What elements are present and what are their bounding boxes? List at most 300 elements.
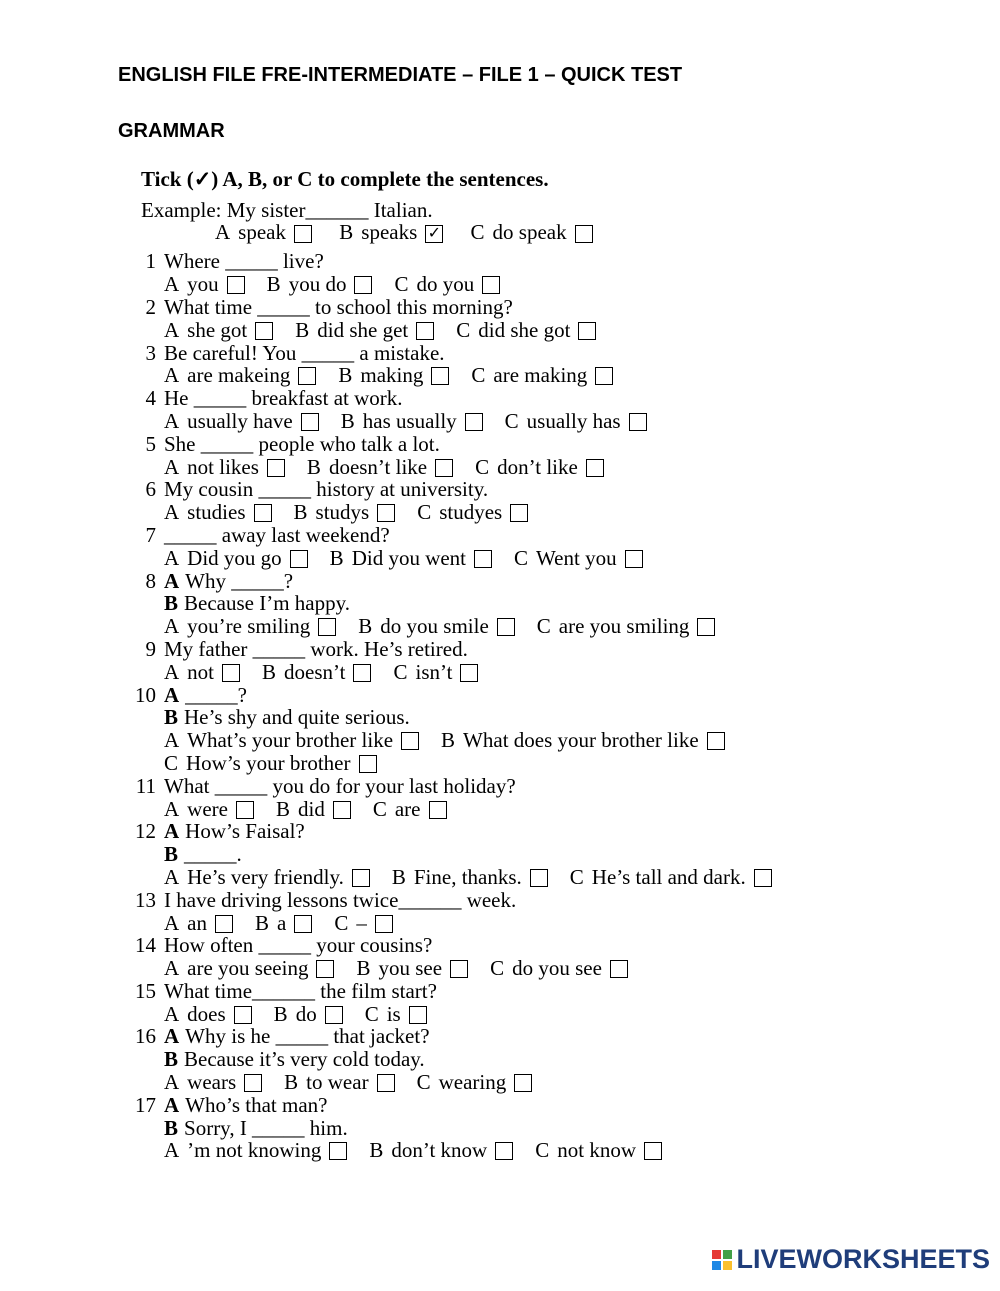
option-text: are bbox=[394, 796, 421, 821]
option-c[interactable] bbox=[417, 501, 528, 523]
option-letter: A bbox=[164, 659, 180, 684]
option-c[interactable] bbox=[373, 798, 447, 820]
option-letter: A bbox=[164, 545, 180, 570]
checkbox[interactable] bbox=[353, 664, 371, 682]
option-text: What’s your brother like bbox=[187, 728, 394, 753]
question-line bbox=[128, 478, 988, 501]
section-heading: GRAMMAR bbox=[118, 120, 225, 142]
option-text: were bbox=[187, 796, 228, 821]
checkbox[interactable] bbox=[244, 1074, 262, 1092]
question-text: Because it’s very cold today. bbox=[184, 1047, 425, 1072]
option-text: – bbox=[356, 910, 367, 935]
option-letter: B bbox=[358, 614, 373, 639]
option-text: speaks bbox=[361, 220, 418, 244]
checkbox[interactable] bbox=[377, 504, 395, 522]
question-text: How often _____ your cousins? bbox=[164, 933, 433, 958]
option-b[interactable] bbox=[267, 273, 373, 295]
option-letter: C bbox=[490, 956, 505, 981]
checkbox[interactable] bbox=[333, 801, 351, 819]
option-text: did she get bbox=[317, 317, 409, 342]
checkbox[interactable] bbox=[354, 276, 372, 294]
options-row bbox=[128, 455, 988, 478]
option-c[interactable] bbox=[393, 661, 478, 683]
checkbox[interactable] bbox=[610, 960, 628, 978]
question-7 bbox=[128, 524, 988, 570]
question-text: Sorry, I _____ him. bbox=[184, 1115, 348, 1140]
question-text: He _____ breakfast at work. bbox=[164, 386, 403, 411]
option-text: studys bbox=[315, 500, 370, 525]
liveworksheets-logo bbox=[712, 1244, 990, 1275]
question-line bbox=[128, 843, 988, 866]
option-a[interactable] bbox=[164, 456, 285, 478]
option-text: are makeing bbox=[187, 363, 291, 388]
checkbox[interactable] bbox=[298, 367, 316, 385]
question-number: 7 bbox=[145, 522, 156, 547]
checkbox[interactable] bbox=[707, 732, 725, 750]
options-row bbox=[128, 797, 988, 820]
option-b[interactable] bbox=[274, 1003, 343, 1025]
options-row bbox=[128, 501, 988, 524]
options-row bbox=[128, 1002, 988, 1025]
option-text: do speak bbox=[492, 220, 567, 244]
option-a[interactable] bbox=[164, 1003, 252, 1025]
example-prompt: Example: My sister______ Italian. bbox=[141, 198, 433, 222]
example-option-a[interactable] bbox=[215, 220, 312, 245]
option-text: are making bbox=[493, 363, 588, 388]
option-letter: C bbox=[416, 1070, 431, 1095]
option-letter: C bbox=[394, 272, 409, 297]
question-14 bbox=[128, 934, 988, 980]
question-text: Why _____? bbox=[185, 568, 294, 593]
checkbox[interactable] bbox=[530, 869, 548, 887]
option-letter: A bbox=[164, 1070, 180, 1095]
checkbox[interactable] bbox=[377, 1074, 395, 1092]
example-option-c[interactable] bbox=[471, 220, 593, 245]
option-text: studyes bbox=[439, 500, 503, 525]
question-text: _____. bbox=[184, 842, 242, 867]
checkbox[interactable] bbox=[227, 276, 245, 294]
checkbox[interactable] bbox=[416, 322, 434, 340]
question-number: 2 bbox=[145, 294, 156, 319]
question-number: 1 bbox=[145, 249, 156, 274]
logo-text: LIVEWORKSHEETS bbox=[736, 1244, 990, 1274]
option-a[interactable] bbox=[164, 364, 316, 386]
question-line bbox=[128, 820, 988, 843]
checkbox[interactable] bbox=[236, 801, 254, 819]
checkbox[interactable] bbox=[254, 504, 272, 522]
checkbox[interactable] bbox=[431, 367, 449, 385]
options-row bbox=[128, 273, 988, 296]
question-9 bbox=[128, 638, 988, 684]
question-line bbox=[128, 934, 988, 957]
checkbox[interactable] bbox=[255, 322, 273, 340]
option-letter: B bbox=[338, 363, 353, 388]
option-text: isn’t bbox=[415, 659, 453, 684]
option-a[interactable] bbox=[164, 957, 334, 979]
question-17 bbox=[128, 1093, 988, 1161]
checkbox[interactable] bbox=[435, 459, 453, 477]
option-c[interactable] bbox=[505, 410, 647, 432]
question-number: 8 bbox=[145, 568, 156, 593]
option-text: did she got bbox=[478, 317, 571, 342]
question-number: 17 bbox=[135, 1092, 156, 1117]
question-text: What _____ you do for your last holiday? bbox=[164, 773, 516, 798]
speaker-label: A bbox=[164, 819, 180, 844]
logo-square bbox=[723, 1261, 732, 1270]
question-text: Why is he _____ that jacket? bbox=[185, 1024, 430, 1049]
checkbox[interactable] bbox=[318, 618, 336, 636]
option-b[interactable] bbox=[262, 661, 371, 683]
option-letter: B bbox=[295, 317, 310, 342]
option-letter: B bbox=[266, 272, 281, 297]
checkbox[interactable] bbox=[644, 1142, 662, 1160]
question-text: My cousin _____ history at university. bbox=[164, 477, 489, 502]
question-line bbox=[128, 1048, 988, 1071]
option-c[interactable] bbox=[164, 752, 377, 774]
option-letter: A bbox=[164, 363, 180, 388]
option-text: are you seeing bbox=[187, 956, 309, 981]
question-line bbox=[128, 1025, 988, 1048]
checkbox[interactable] bbox=[495, 1142, 513, 1160]
checkbox[interactable] bbox=[316, 960, 334, 978]
option-a[interactable] bbox=[164, 798, 254, 820]
question-text: Because I’m happy. bbox=[184, 591, 351, 616]
speaker-label: B bbox=[164, 591, 179, 616]
option-b[interactable] bbox=[358, 615, 515, 637]
option-a[interactable] bbox=[164, 319, 273, 341]
option-c[interactable] bbox=[417, 1071, 533, 1093]
option-c[interactable] bbox=[365, 1003, 427, 1025]
option-a[interactable] bbox=[164, 410, 319, 432]
question-line bbox=[128, 387, 988, 410]
option-letter: C bbox=[504, 408, 519, 433]
option-c[interactable] bbox=[514, 547, 643, 569]
option-text: don’t know bbox=[391, 1138, 488, 1163]
checkbox[interactable] bbox=[460, 664, 478, 682]
option-a[interactable] bbox=[164, 729, 419, 751]
speaker-label: A bbox=[164, 682, 180, 707]
option-b[interactable] bbox=[392, 866, 548, 888]
option-text: did bbox=[298, 796, 325, 821]
option-b[interactable] bbox=[307, 456, 453, 478]
question-line bbox=[128, 250, 988, 273]
speaker-label: A bbox=[164, 568, 180, 593]
option-letter: B bbox=[293, 500, 308, 525]
question-line bbox=[128, 432, 988, 455]
option-letter: C bbox=[456, 317, 471, 342]
option-text: making bbox=[360, 363, 424, 388]
question-8 bbox=[128, 569, 988, 637]
option-text: Did you go bbox=[187, 545, 282, 570]
checkbox[interactable] bbox=[215, 915, 233, 933]
option-letter: A bbox=[164, 272, 180, 297]
checkbox[interactable] bbox=[465, 413, 483, 431]
checkbox[interactable] bbox=[514, 1074, 532, 1092]
question-text: Who’s that man? bbox=[185, 1092, 328, 1117]
option-text: you see bbox=[378, 956, 443, 981]
logo-square bbox=[712, 1250, 721, 1259]
question-16 bbox=[128, 1025, 988, 1093]
question-line bbox=[128, 888, 988, 911]
option-a[interactable] bbox=[164, 501, 272, 523]
speaker-label: A bbox=[164, 1092, 180, 1117]
option-text: He’s tall and dark. bbox=[591, 864, 746, 889]
option-letter: C bbox=[535, 1138, 550, 1163]
question-text: How’s Faisal? bbox=[185, 819, 305, 844]
option-b[interactable] bbox=[284, 1071, 394, 1093]
options-row bbox=[128, 364, 988, 387]
option-letter: C bbox=[372, 796, 387, 821]
option-c[interactable] bbox=[394, 273, 500, 295]
question-number: 3 bbox=[145, 340, 156, 365]
question-line bbox=[128, 774, 988, 797]
option-letter: A bbox=[164, 796, 180, 821]
options-row bbox=[128, 660, 988, 683]
option-letter: A bbox=[164, 408, 180, 433]
option-letter: C bbox=[334, 910, 349, 935]
checkbox[interactable] bbox=[586, 459, 604, 477]
question-3 bbox=[128, 341, 988, 387]
option-letter: B bbox=[275, 796, 290, 821]
page-title: ENGLISH FILE FRE-INTERMEDIATE – FILE 1 – QUICK TEST bbox=[118, 64, 683, 86]
checkbox[interactable] bbox=[294, 225, 312, 243]
option-text: has usually bbox=[362, 408, 457, 433]
checkbox[interactable] bbox=[474, 550, 492, 568]
checkbox[interactable] bbox=[450, 960, 468, 978]
options-row bbox=[128, 1139, 988, 1162]
checkbox-checked[interactable]: ✓ bbox=[425, 225, 443, 243]
option-text: Fine, thanks. bbox=[413, 864, 522, 889]
question-6 bbox=[128, 478, 988, 524]
checkbox[interactable] bbox=[359, 755, 377, 773]
option-text: don’t like bbox=[497, 454, 578, 479]
checkbox[interactable] bbox=[375, 915, 393, 933]
checkbox[interactable] bbox=[329, 1142, 347, 1160]
question-number: 6 bbox=[145, 477, 156, 502]
question-number: 14 bbox=[135, 933, 156, 958]
speaker-label: B bbox=[164, 1047, 179, 1072]
option-a[interactable] bbox=[164, 1139, 347, 1161]
option-a[interactable] bbox=[164, 1071, 262, 1093]
option-letter: A bbox=[164, 728, 180, 753]
option-letter: C bbox=[536, 614, 551, 639]
question-13 bbox=[128, 888, 988, 934]
option-b[interactable] bbox=[441, 729, 725, 751]
checkbox[interactable] bbox=[325, 1006, 343, 1024]
option-c[interactable] bbox=[334, 912, 393, 934]
options-row bbox=[128, 318, 988, 341]
checkbox[interactable] bbox=[482, 276, 500, 294]
speaker-label: B bbox=[164, 1115, 179, 1140]
option-c[interactable] bbox=[490, 957, 628, 979]
option-c[interactable] bbox=[471, 364, 613, 386]
option-letter: A bbox=[164, 1001, 180, 1026]
checkbox[interactable] bbox=[578, 322, 596, 340]
option-text: What does your brother like bbox=[463, 728, 699, 753]
question-11 bbox=[128, 774, 988, 820]
option-letter: A bbox=[164, 956, 180, 981]
options-row bbox=[128, 729, 988, 752]
options-row bbox=[128, 546, 988, 569]
option-text: usually has bbox=[526, 408, 621, 433]
question-number: 15 bbox=[135, 978, 156, 1003]
option-letter: B bbox=[284, 1070, 299, 1095]
option-letter: A bbox=[164, 614, 180, 639]
option-text: is bbox=[386, 1001, 401, 1026]
question-number: 16 bbox=[135, 1024, 156, 1049]
question-number: 13 bbox=[135, 887, 156, 912]
checkbox[interactable] bbox=[595, 367, 613, 385]
options-row bbox=[128, 1071, 988, 1094]
speaker-label: B bbox=[164, 842, 179, 867]
options-row bbox=[128, 866, 988, 889]
option-letter: C bbox=[164, 750, 179, 775]
checkbox[interactable] bbox=[629, 413, 647, 431]
question-2 bbox=[128, 296, 988, 342]
checkbox[interactable] bbox=[290, 550, 308, 568]
option-text: He’s very friendly. bbox=[187, 864, 344, 889]
option-a[interactable] bbox=[164, 547, 308, 569]
option-a[interactable] bbox=[164, 661, 240, 683]
option-letter: B bbox=[255, 910, 270, 935]
option-text: to wear bbox=[306, 1070, 369, 1095]
option-text: speak bbox=[238, 220, 286, 244]
question-line bbox=[128, 683, 988, 706]
question-text: My father _____ work. He’s retired. bbox=[164, 636, 468, 661]
option-c[interactable] bbox=[535, 1139, 662, 1161]
option-b[interactable] bbox=[369, 1139, 513, 1161]
option-a[interactable] bbox=[164, 615, 336, 637]
checkbox[interactable] bbox=[267, 459, 285, 477]
question-number: 9 bbox=[145, 636, 156, 661]
option-c[interactable] bbox=[456, 319, 596, 341]
checkbox[interactable] bbox=[429, 801, 447, 819]
question-text: Be careful! You _____ a mistake. bbox=[164, 340, 445, 365]
option-text: studies bbox=[187, 500, 246, 525]
option-letter: B bbox=[339, 220, 354, 244]
checkbox[interactable] bbox=[625, 550, 643, 568]
question-line bbox=[128, 980, 988, 1003]
checkbox[interactable] bbox=[234, 1006, 252, 1024]
question-5 bbox=[128, 432, 988, 478]
question-line bbox=[128, 638, 988, 661]
checkbox[interactable] bbox=[409, 1006, 427, 1024]
checkbox[interactable] bbox=[497, 618, 515, 636]
option-text: ’m not knowing bbox=[187, 1138, 322, 1163]
option-b[interactable] bbox=[330, 547, 492, 569]
option-text: are you smiling bbox=[558, 614, 690, 639]
checkbox[interactable] bbox=[754, 869, 772, 887]
option-letter: C bbox=[393, 659, 408, 684]
options-row bbox=[128, 410, 988, 433]
option-c[interactable] bbox=[475, 456, 604, 478]
option-b[interactable] bbox=[255, 912, 312, 934]
option-b[interactable] bbox=[295, 319, 434, 341]
option-letter: B bbox=[329, 545, 344, 570]
checkbox[interactable] bbox=[697, 618, 715, 636]
option-text: Went you bbox=[536, 545, 617, 570]
option-text: Did you went bbox=[351, 545, 467, 570]
checkbox[interactable] bbox=[301, 413, 319, 431]
checkbox[interactable] bbox=[510, 504, 528, 522]
option-b[interactable] bbox=[341, 410, 483, 432]
question-number: 12 bbox=[135, 819, 156, 844]
question-number: 4 bbox=[145, 386, 156, 411]
option-letter: A bbox=[164, 910, 180, 935]
options-row bbox=[128, 752, 988, 775]
option-text: do you see bbox=[512, 956, 602, 981]
logo-square bbox=[712, 1261, 721, 1270]
option-a[interactable] bbox=[164, 912, 233, 934]
option-text: not know bbox=[557, 1138, 636, 1163]
option-text: How’s your brother bbox=[186, 750, 351, 775]
option-c[interactable] bbox=[570, 866, 772, 888]
checkbox[interactable] bbox=[294, 915, 312, 933]
option-text: do bbox=[295, 1001, 317, 1026]
example-option-b[interactable] bbox=[339, 220, 443, 245]
option-letter: A bbox=[164, 454, 180, 479]
option-text: do you bbox=[416, 272, 475, 297]
option-b[interactable] bbox=[294, 501, 396, 523]
option-text: usually have bbox=[187, 408, 293, 433]
question-10 bbox=[128, 683, 988, 774]
checkbox[interactable] bbox=[575, 225, 593, 243]
question-line bbox=[128, 296, 988, 319]
option-text: not likes bbox=[187, 454, 259, 479]
question-text: What time______ the film start? bbox=[164, 978, 437, 1003]
option-letter: B bbox=[273, 1001, 288, 1026]
checkbox[interactable] bbox=[352, 869, 370, 887]
option-b[interactable] bbox=[338, 364, 449, 386]
option-b[interactable] bbox=[356, 957, 468, 979]
logo-square bbox=[723, 1250, 732, 1259]
option-letter: B bbox=[262, 659, 277, 684]
option-letter: A bbox=[164, 317, 180, 342]
option-c[interactable] bbox=[537, 615, 716, 637]
option-letter: C bbox=[475, 454, 490, 479]
instruction: Tick (✓) A, B, or C to complete the sentences. bbox=[141, 167, 549, 191]
option-text: doesn’t bbox=[284, 659, 346, 684]
checkbox[interactable] bbox=[401, 732, 419, 750]
option-letter: C bbox=[569, 864, 584, 889]
example-options bbox=[215, 220, 593, 245]
question-15 bbox=[128, 980, 988, 1026]
options-row bbox=[128, 615, 988, 638]
option-a[interactable] bbox=[164, 273, 245, 295]
option-letter: B bbox=[441, 728, 456, 753]
option-letter: C bbox=[471, 363, 486, 388]
option-letter: B bbox=[391, 864, 406, 889]
option-text: you’re smiling bbox=[187, 614, 311, 639]
option-b[interactable] bbox=[276, 798, 351, 820]
question-line bbox=[128, 1093, 988, 1116]
option-a[interactable] bbox=[164, 866, 370, 888]
options-row bbox=[128, 911, 988, 934]
question-text: What time _____ to school this morning? bbox=[164, 294, 513, 319]
question-line bbox=[128, 1116, 988, 1139]
checkbox[interactable] bbox=[222, 664, 240, 682]
question-line bbox=[128, 569, 988, 592]
option-text: an bbox=[187, 910, 207, 935]
question-4 bbox=[128, 387, 988, 433]
question-line bbox=[128, 592, 988, 615]
question-12 bbox=[128, 820, 988, 888]
option-letter: B bbox=[306, 454, 321, 479]
option-text: a bbox=[277, 910, 287, 935]
option-text: you do bbox=[288, 272, 347, 297]
option-text: does bbox=[187, 1001, 226, 1026]
option-letter: A bbox=[164, 1138, 180, 1163]
